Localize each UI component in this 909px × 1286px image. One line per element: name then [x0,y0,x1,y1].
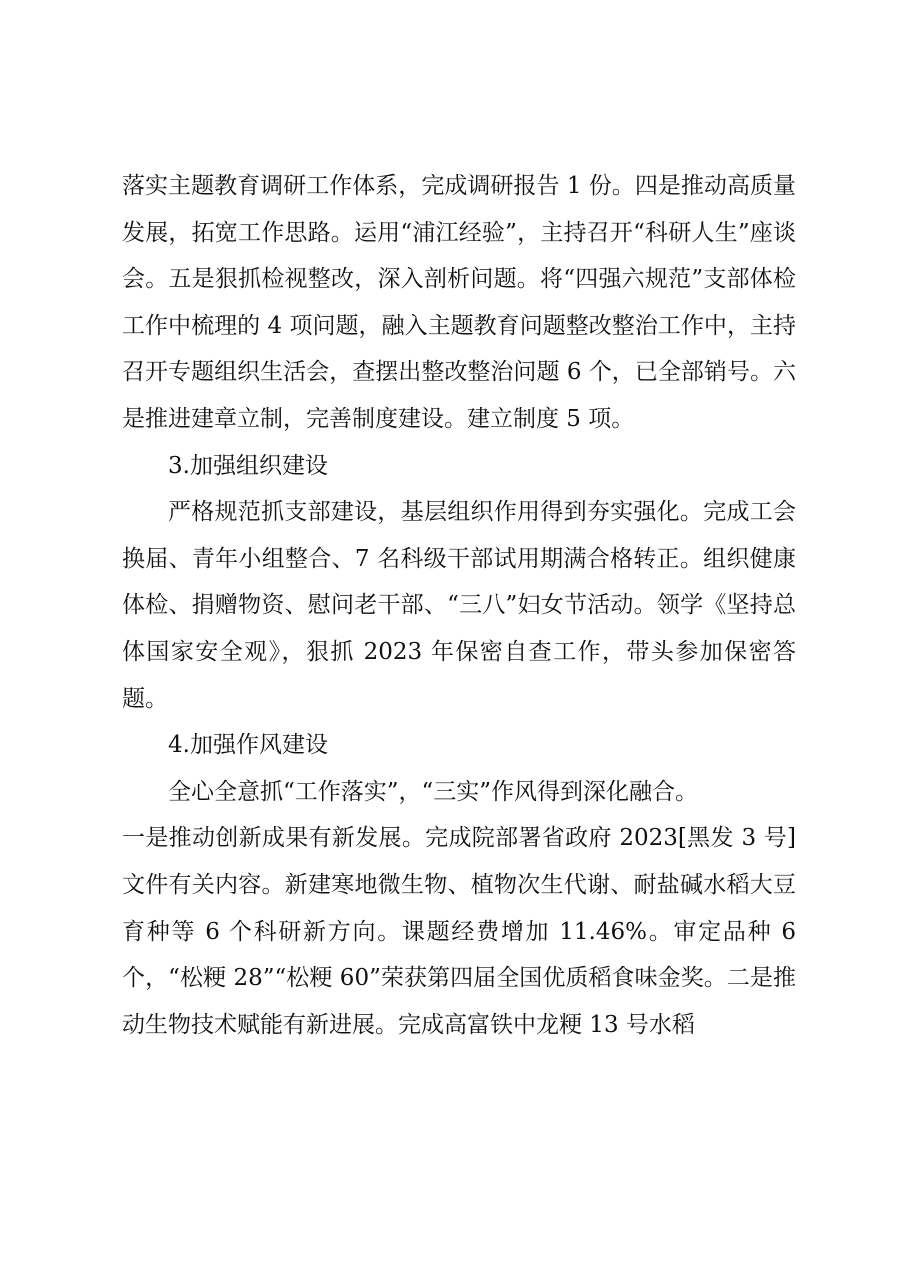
paragraph-innovation-results: 一是推动创新成果有新发展。完成院部署省政府 2023[黑发 3 号]文件有关内容。新建寒地微生物、植物次生代谢、耐盐碱水稻大豆育种等 6 个科研新方向。课题经费增加 11.46%。审定品种 6 个，“松粳 28”“松粳 60”荣获第四届全国优质稻食味金奖。二是推动生物技术赋能有新进展。完成高富铁中龙粳 13 号水稻 [122,825,796,1038]
section-heading-organization: 3.加强组织建设 [168,452,328,479]
paragraph-organization-building: 严格规范抓支部建设，基层组织作用得到夯实强化。完成工会换届、青年小组整合、7 名科级干部试用期满合格转正。组织健康体检、捐赠物资、慰问老干部、“三八”妇女节活动。领学《坚持总体国家安全观》，狠抓 2023 年保密自查工作，带头参加保密答题。 [122,499,796,712]
document-body [122,163,796,1048]
paragraph-work-style-intro: 全心全意抓“工作落实”，“三实”作风得到深化融合。 [168,778,699,805]
section-heading-work-style: 4.加强作风建设 [168,732,328,759]
paragraph-research-rectification: 落实主题教育调研工作体系，完成调研报告 1 份。四是推动高质量发展，拓宽工作思路。运用“浦江经验”，主持召开“科研人生”座谈会。五是狠抓检视整改，深入剖析问题。将“四强六规范”支部体检工作中梳理的 4 项问题，融入主题教育问题整改整治工作中，主持召开专题组织生活会，查摆出整改整治问题 6 个，已全部销号。六是推进建章立制，完善制度建设。建立制度 5 项。 [122,173,796,432]
